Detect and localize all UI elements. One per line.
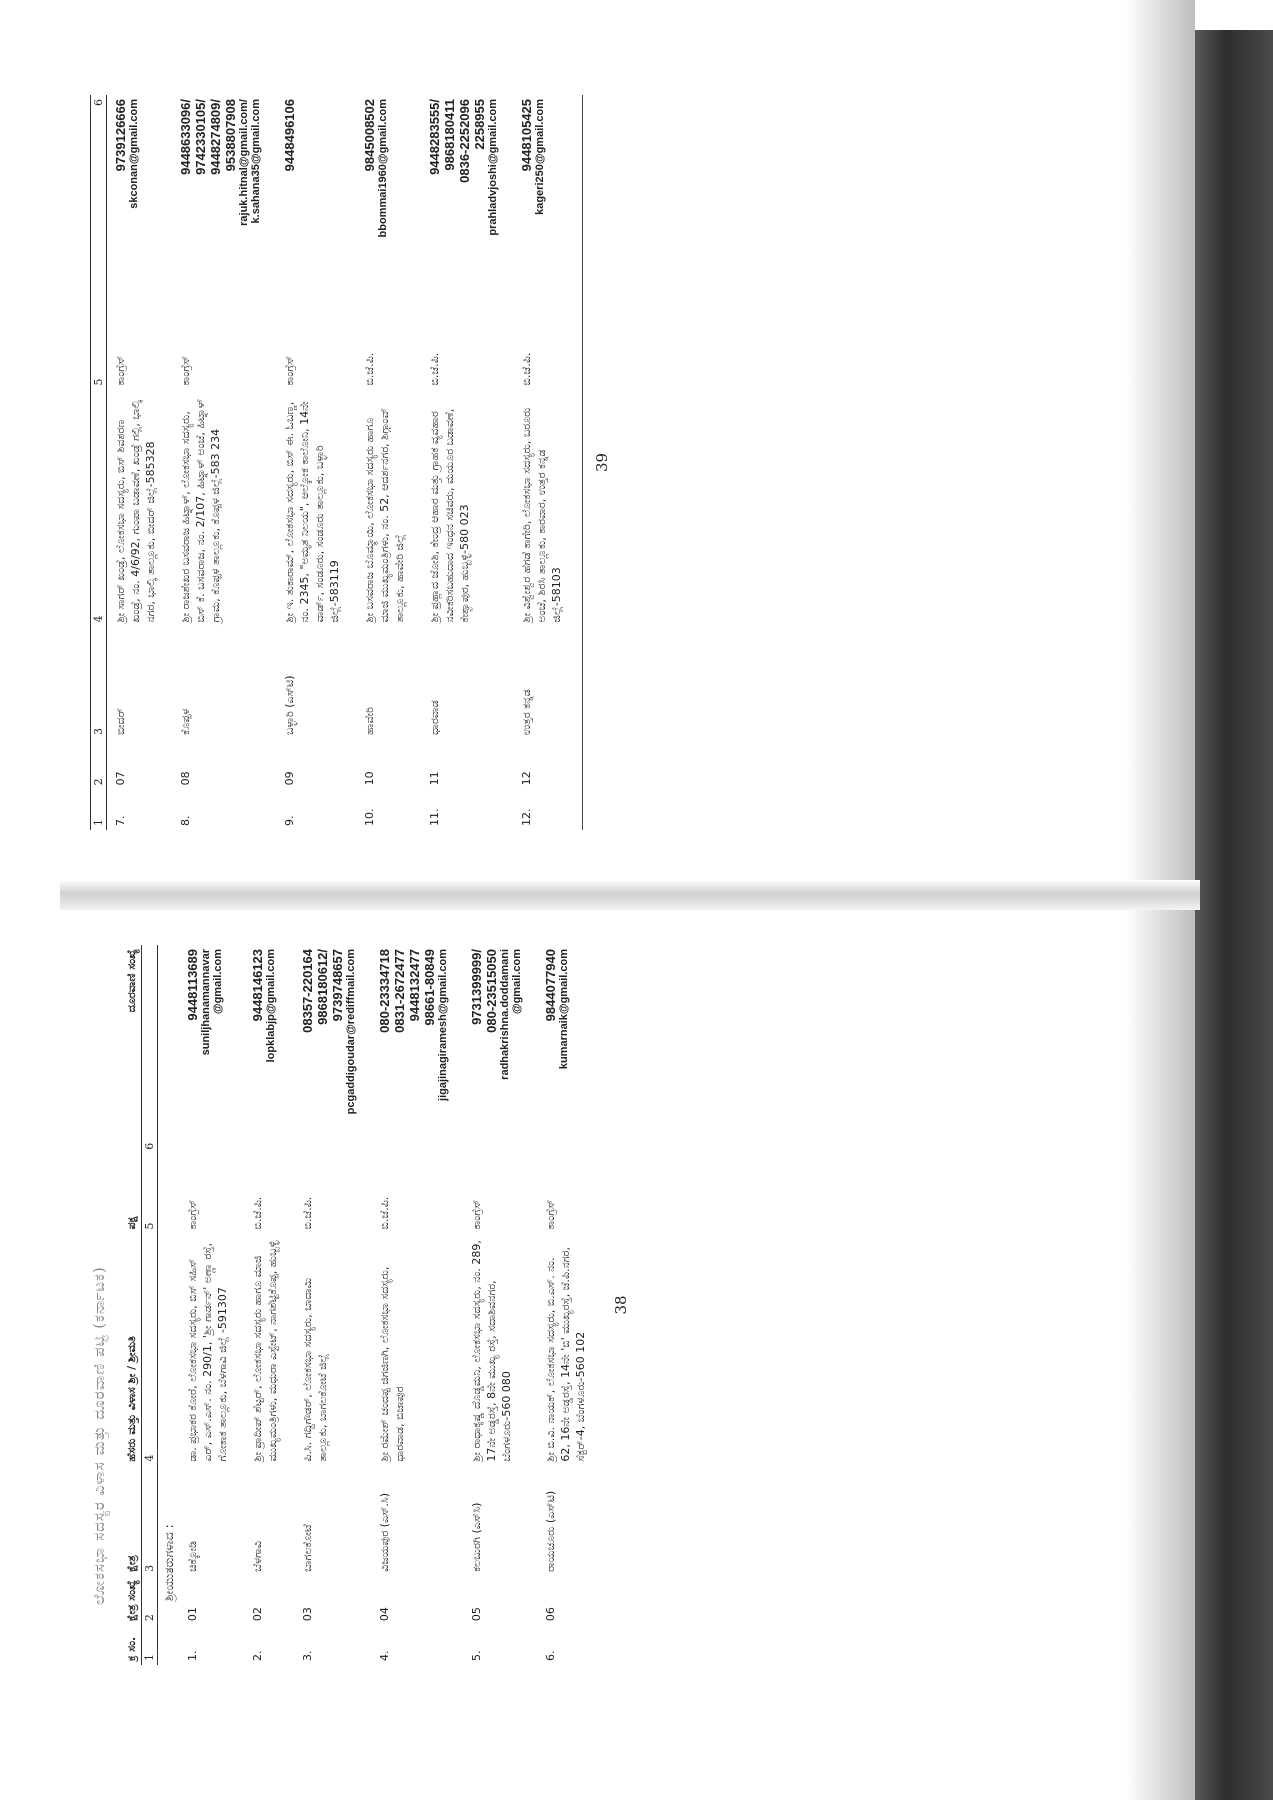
table-row [537, 945, 602, 1665]
phone-number: 9844077940 [543, 949, 558, 1022]
phone-number: 9448283555/ [427, 99, 442, 175]
phone-number: 9448146123 [250, 949, 265, 1022]
col-number: 2 [91, 739, 107, 789]
page-number: 39 [593, 452, 611, 473]
sl-cell: 1. [186, 1650, 199, 1661]
phone-number: 9731399999/ [469, 949, 484, 1025]
sl-cell: 7. [114, 815, 127, 826]
phone-number: 08357-220164 [300, 949, 315, 1033]
name-address-cell: ಶ್ರೀ ರಾಜಶೇಖರ ಬಸವರಾಜ ಹಿಟ್ನಾಳ್, ಲೋಕಸಭಾ ಸದಸ್ಯರು, ಬಿಸ್ ಕೆ. ಬಸವರಾಜ, ನಂ. 2/107, ಹಿಟ್ನಾಳ್ ಅಂಚೆ, ಹಿಟ್ನಾಳ್ ಗ್ರಾಮ, ಕೊಪ್ಪಳ ತಾಲ್ಲೂಕು, ಕೊಪ್ಪಳ ಜಿಲ್ಲೆ-583 234 [179, 398, 222, 623]
constituency-cell: ಕೊಪ್ಪಳ [179, 708, 192, 736]
contact-cell [421, 95, 513, 308]
code-cell: 01 [186, 1607, 199, 1622]
code-cell: 03 [301, 1607, 314, 1622]
phone-number: 9448113689 [185, 949, 200, 1021]
constituency-cell: ಬಳ್ಳಾರಿ (ಎಸ್‌ಟಿ) [283, 675, 296, 736]
email-address: prahladvjoshi@gmail.com [487, 99, 499, 236]
party-cell: ಬಿ.ಜೆ.ಪಿ. [363, 352, 376, 386]
email-address: kumarnaik@gmail.com [558, 949, 570, 1070]
table-row [244, 945, 294, 1665]
contact-cell [463, 945, 537, 1154]
table-body [158, 945, 603, 1665]
contact-cell [537, 945, 602, 1154]
col-number: 1 [142, 1625, 158, 1665]
name-address-cell: ಡಾ. ಪ್ರಭಾಕರ ಕೋರೆ, ಲೋಕಸಭಾ ಸದಸ್ಯರು, ಬಿಸ್ ಸಹಿಸ್ ಎರ್, ಎಸ್.ಎಸ್. ನಂ. 290/1, 'ಶ್ರೀ ಗಾರ್ಡನ್' ಅಣ್ಣಾ ರಸ್ತೆ, ಗೋಕಾಕ ತಾಲ್ಲೂಕು, ಬೆಳಗಾವಿ ಜಿಲ್ಲೆ -591307 [186, 1242, 229, 1462]
code-cell: 06 [544, 1607, 557, 1622]
name-address-cell: ಶ್ರೀ ಪ್ರಾದೀಪ್ ಶೆಟ್ಟರ್, ಲೋಕಸಭಾ ಸದಸ್ಯರು ಹಾಗೂ ಮಾಜಿ ಮುಖ್ಯಮಂತ್ರಿಗಳು, ಮಧುರಾ ಎಸ್ಟೇಟ್, ನಾಗಶೆಟ್ಟಿಕೊಪ್ಪ, ಹುಬ್ಬಳ್ಳಿ [251, 1240, 279, 1462]
constituency-cell: ವಿಜಯಪುರ (ಎಸ್.ಸಿ) [378, 1492, 391, 1572]
col-number-row [142, 945, 158, 1665]
email-address: jigajinagiramesh@gmail.com [437, 949, 449, 1101]
contact-cell [179, 945, 244, 1154]
constituency-cell: ಉತ್ತರ ಕನ್ನಡ [520, 689, 533, 736]
table-bottom-rule [582, 95, 583, 830]
email-address: pcgaddigoudar@rediffmail.com [345, 949, 357, 1115]
party-cell: ಕಾಂಗ್ರೆಸ್ [470, 1199, 483, 1230]
name-address-cell: ಶ್ರೀ ರಮೇಶ್ ಚಂದಪ್ಪ ಜಿಗಜಿಣಗಿ, ಲೋಕಸಭಾ ಸದಸ್ಯರು, ಧಾರವಾಡ, ಬಿಜಾಪುರ [378, 1266, 406, 1462]
code-cell: 07 [114, 771, 127, 786]
phone-number: 9739126666 [113, 99, 128, 172]
col-number: 4 [91, 390, 107, 627]
name-address-cell: ಪಿ.ಸಿ. ಗದ್ದಿಗೌಡರ್, ಲೋಕಸಭಾ ಸದಸ್ಯರು, ಬಾದಾಮಿ ತಾಲ್ಲೂಕು, ಬಾಗಲಕೋಟೆ ಜಿಲ್ಲೆ [301, 1277, 329, 1462]
col-number-row [91, 95, 107, 830]
phone-number: 9868180612/ [315, 949, 330, 1025]
phone-number: 9742330105/ [193, 99, 208, 175]
col-number: 3 [142, 1466, 158, 1576]
phone-number: 9739748657 [330, 949, 345, 1022]
phone-number: 0836-2252096 [457, 99, 472, 183]
page-header: ಲೋಕಸಭಾ ಸದಸ್ಯರ ವಿಳಾಸ ಮತ್ತು ದೂರವಾಣಿ ಪಟ್ಟಿ (ಕರ್ನಾಟಕ) [90, 1266, 108, 1605]
sl-cell: 2. [251, 1650, 264, 1661]
page-fold [60, 880, 1200, 910]
contact-cell [356, 95, 421, 308]
phone-number: 9845008502 [362, 99, 377, 172]
col-number: 3 [91, 627, 107, 740]
party-cell: ಕಾಂಗ್ರೆಸ್ [179, 355, 192, 386]
phone-number: 9448633096/ [178, 99, 193, 175]
constituency-cell: ರಾಯಚೂರು (ಎಸ್‌ಟಿ) [544, 1490, 557, 1572]
party-cell: ಬಿ.ಜೆ.ಪಿ. [520, 352, 533, 386]
constituency-cell: ಕಲಬುರಗಿ (ಎಸ್‌ಸಿ) [470, 1502, 483, 1572]
col-number: 6 [91, 95, 107, 308]
constituency-cell: ಹಾವೇರಿ [363, 707, 376, 736]
phone-number: 080-23515050 [484, 949, 499, 1033]
phone-number: 9448274809/ [208, 99, 223, 175]
code-cell: 12 [520, 771, 533, 786]
constituency-cell: ಬೀದರ್ [114, 707, 127, 736]
code-cell: 02 [251, 1607, 264, 1622]
phone-number: 9448105425 [519, 99, 534, 172]
email-address: rajuk.hitnal@gmail.com/ [238, 99, 250, 226]
email-address: k.sahana35@gmail.com [250, 99, 262, 224]
phone-number: 080-23334718 [377, 949, 392, 1033]
constituency-cell: ಧಾರವಾಡ [428, 700, 441, 736]
sl-cell: 6. [544, 1650, 557, 1661]
email-address: lopklabjp@gmail.com [265, 949, 277, 1063]
contact-cell [172, 95, 276, 308]
table-row [179, 945, 244, 1665]
email-address: suniljhanamannavar [200, 949, 212, 1056]
phone-number: 0831-2672477 [392, 949, 407, 1033]
code-cell: 11 [428, 771, 441, 786]
col-header: ಕ್ಷೇತ್ರ [125, 1555, 138, 1572]
party-cell: ಬಿ.ಜೆ.ಪಿ. [428, 352, 441, 386]
party-cell: ಬಿ.ಜೆ.ಪಿ. [301, 1196, 314, 1230]
contact-cell [244, 945, 294, 1154]
sl-cell: 5. [470, 1650, 483, 1661]
table-row [276, 95, 356, 830]
table-row [513, 95, 578, 830]
constituency-cell: ಬಾಗಲಕೋಟೆ [301, 1524, 314, 1572]
table-row [356, 95, 421, 830]
phone-number: 9538807908 [223, 99, 238, 172]
name-address-cell: ಶ್ರೀ ರಾಧಾಕೃಷ್ಣ ದೊಡ್ಡಮನಿ, ಲೋಕಸಭಾ ಸದಸ್ಯರು, ನಂ. 289, 17ನೇ ಅಡ್ಡರಸ್ತೆ, 8ನೇ ಮುಖ್ಯ ರಸ್ತೆ, ಸದಾಶಿವನಗರ, ಬೆಂಗಳೂರು-560 080 [470, 1240, 513, 1462]
phone-number: 9868180411 [442, 99, 457, 171]
party-cell: ಕಾಂಗ್ರೆಸ್ [544, 1199, 557, 1230]
mp-table-right [90, 95, 578, 830]
constituency-cell: ಚಿಕ್ಕೋಡಿ [186, 1540, 199, 1572]
email-address: bbommai1960@gmail.com [377, 99, 389, 238]
col-number: 5 [142, 1154, 158, 1234]
table-row [421, 95, 513, 830]
table-row [371, 945, 463, 1665]
contact-cell [294, 945, 371, 1154]
col-number: 6 [142, 945, 158, 1154]
col-header: ದೂರವಾಣಿ ಸಂಖ್ಯೆ [125, 949, 138, 1013]
table-row [463, 945, 537, 1665]
binding-spine [1195, 30, 1273, 1800]
email-address: skconan@gmail.com [128, 99, 140, 209]
sl-cell: 8. [179, 815, 192, 826]
phone-number: 9448132477 [407, 949, 422, 1022]
party-cell: ಕಾಂಗ್ರೆಸ್ [283, 355, 296, 386]
phone-number: 98661-80849 [422, 949, 437, 1026]
section-label: ಶ್ರೀಯುತರುಗಳಾದ : [162, 1524, 176, 1601]
code-cell: 04 [378, 1607, 391, 1622]
phone-number: 2258955 [472, 99, 487, 150]
party-cell: ಬಿ.ಜೆ.ಪಿ. [378, 1196, 391, 1230]
table-header-row [122, 945, 142, 1665]
code-cell: 09 [283, 771, 296, 786]
mp-table-left [122, 945, 602, 1665]
col-number: 1 [91, 789, 107, 830]
name-address-cell: ಶ್ರೀ ಪ್ರಹ್ಲಾದ ಜೋಶಿ, ಕೇಂದ್ರ ಆಹಾರ ಮತ್ತು ಗ್ರಾಹಕ ವ್ಯವಹಾರ ನವೀಕರಿಸಬಹುದಾದ ಇಂಧನ ಸಚಿವರು, ಮಯೂರ ಬಡಾವಣೆ, ಕೇಶ್ವಾಪುರ, ಹುಬ್ಬಳ್ಳಿ-580 023 [428, 408, 471, 623]
email-address: @gmail.com [212, 949, 224, 1015]
col-header: ಪಕ್ಷ [125, 1216, 138, 1230]
code-cell: 05 [470, 1607, 483, 1622]
constituency-cell: ಬೆಳಗಾವಿ [251, 1541, 264, 1572]
code-cell: 08 [179, 771, 192, 786]
name-address-cell: ಶ್ರೀ ಬಿ.ವಿ. ನಾಯಕ್, ಲೋಕಸಭಾ ಸದಸ್ಯರು, ಬಿ.ಎಸ್. ನಂ. 62, 16ನೇ ಅಡ್ಡರಸ್ತೆ, 14ನೇ 'ಬಿ' ಮುಖ್ಯರಸ್ತೆ, ಜೆ.ಪಿ.ನಗರ, ಸೆಕ್ಟರ್-4, ಬೆಂಗಳೂರು-560 102 [544, 1247, 587, 1462]
table-row [294, 945, 371, 1665]
table-body [107, 95, 579, 830]
party-cell: ಕಾಂಗ್ರೆಸ್ [114, 355, 127, 386]
party-cell: ಕಾಂಗ್ರೆಸ್ [186, 1199, 199, 1230]
email-address: kageri250@gmail.com [534, 99, 546, 215]
email-address: @gmail.com [511, 949, 523, 1015]
sl-cell: 9. [283, 815, 296, 826]
email-address: radhakrishna.doddamani [499, 949, 511, 1080]
sl-cell: 4. [378, 1650, 391, 1661]
sl-cell: 3. [301, 1650, 314, 1661]
sl-cell: 11. [428, 808, 441, 826]
contact-cell [276, 95, 356, 308]
table-row [172, 95, 276, 830]
phone-number: 9448496106 [282, 99, 297, 172]
contact-cell [371, 945, 463, 1154]
col-number: 2 [142, 1576, 158, 1625]
contact-cell [107, 95, 173, 308]
col-number: 4 [142, 1234, 158, 1466]
col-header: ಹೆಸರು ಮತ್ತು ವಿಳಾಸ ಶ್ರೀ / ಶ್ರೀಮತಿ [125, 1336, 138, 1462]
col-number: 5 [91, 308, 107, 389]
page-number: 38 [612, 1295, 630, 1315]
name-address-cell: ಶ್ರೀ ಬಸವರಾಜ ಬೊಮ್ಮಾಯಿ, ಲೋಕಸಭಾ ಸದಸ್ಯರು ಹಾಗೂ ಮಾಜಿ ಮುಖ್ಯಮಂತ್ರಿಗಳು, ನಂ. 52, ಆದರ್ಶನಗರ, ಶಿಗ್ಗಾಂವ್ ತಾಲ್ಲೂಕು, ಹಾವೇರಿ ಜಿಲ್ಲೆ [363, 407, 406, 623]
page-38 [90, 945, 990, 1665]
name-address-cell: ಶ್ರೀ ವಿಶ್ವೇಶ್ವರ ಹೆಗಡೆ ಕಾಗೇರಿ, ಲೋಕಸಭಾ ಸದಸ್ಯರು, ಬರೂರು ಅಂಚೆ, ಶಿರಸಿ ತಾಲ್ಲೂಕು, ಕಾರವಾರ, ಉತ್ತರ ಕನ್ನಡ ಜಿಲ್ಲೆ-58103 [520, 407, 563, 623]
party-cell: ಬಿ.ಜೆ.ಪಿ. [251, 1196, 264, 1230]
contact-cell [513, 95, 578, 308]
sl-cell: 10. [363, 808, 376, 826]
name-address-cell: ಶ್ರೀ ಸಾಗರ್ ಖಂಡ್ರೆ, ಲೋಕಸಭಾ ಸದಸ್ಯರು, ಬಿಸ್ ಶಿವಶರಣ ಖಂಡ್ರೆ, ನಂ. 4/6/92, ಗುಂಪಾ ಬಡಾವಣೆ, ಖಂಡ್ರೆ ಗಲ್ಲಿ, ಭಾಲ್ಕಿ ನಗರ, ಭಾಲ್ಕಿ ತಾಲ್ಲೂಕು, ಬೀದರ್ ಜಿಲ್ಲೆ-585328 [114, 400, 157, 623]
table-row [107, 95, 173, 830]
code-cell: 10 [363, 771, 376, 786]
page-39 [90, 95, 960, 830]
name-address-cell: ಶ್ರೀ ಇ. ತುಕಾರಾಮ್, ಲೋಕಸಭಾ ಸದಸ್ಯರು, ಬಿಸ್ ಈ. ಓಬಣ್ಣ, ನಂ. 2345, "ಅಮೃತ ನಿಲಯ", ಆಲ್ಕೋಕ ಕಾಲೋನಿ, 14ನೇ ವಾರ್ಡ್, ಸಂಡೂರು, ಸಂಡೂರು ತಾಲ್ಲೂಕು, ಬಳ್ಳಾರಿ ಜಿಲ್ಲೆ-583119 [283, 401, 341, 623]
sl-cell: 12. [520, 808, 533, 826]
col-header: ಕ್ರ ಸಂ. [125, 1636, 138, 1661]
col-header: ಕ್ಷೇತ್ರ ಸಂಖ್ಯೆ [125, 1580, 138, 1622]
